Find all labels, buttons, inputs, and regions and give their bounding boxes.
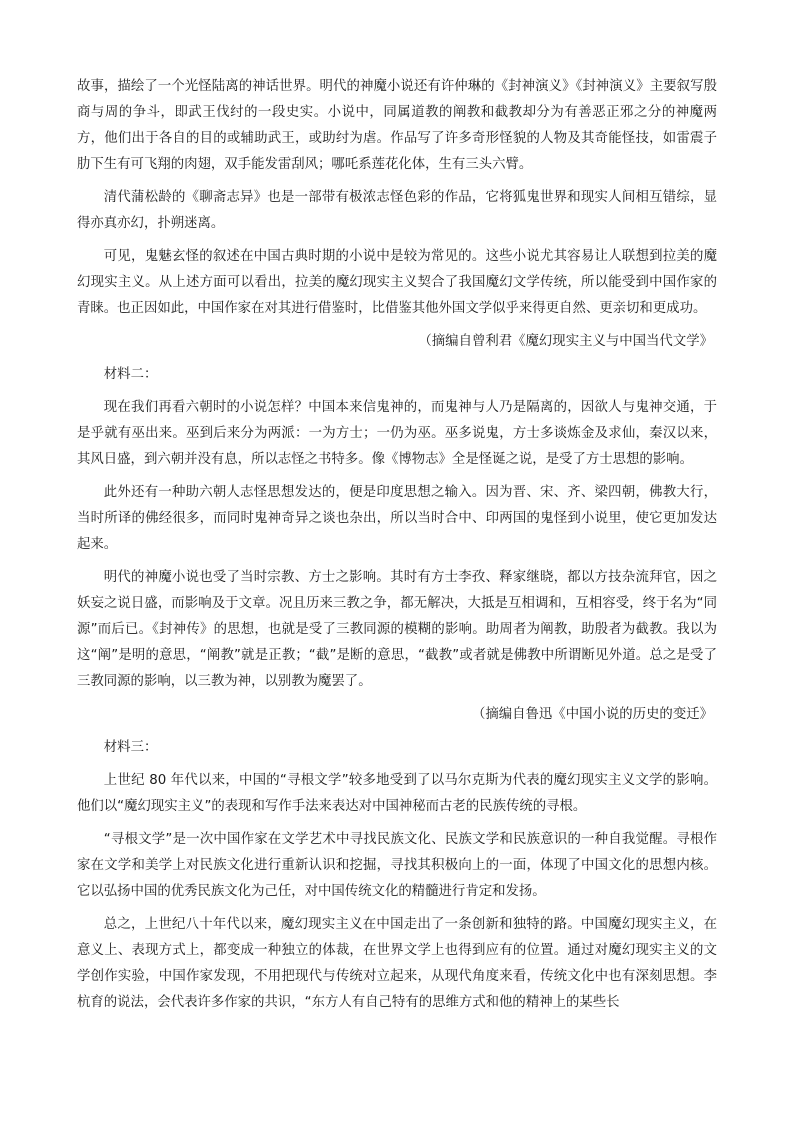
- section-heading-material-2: 材料二：: [103, 367, 158, 382]
- paragraph-3: 可见，鬼魅玄怪的叙述在中国古典时期的小说中是较为常见的。这些小说尤其容易让人联想到拉美的魔幻现实主义。从上述方面可以看出，拉美的魔幻现实主义契合了我国魔幻文学传统，所以能受到中国作家的青睐。也正因如此，中国作家在对其进行借鉴时，比借鉴其他外国文学似乎来得更自然、更亲切和更成功。: [77, 249, 717, 316]
- paragraph-6: 明代的神魔小说也受了当时宗教、方士之影响。其时有方士李孜、释家继晓，都以方技杂流拜官，因之妖妄之说日盛，而影响及于文章。况且历来三教之争，都无解决，大抵是互相调和，互相容受，终于名为“同源”而后已。《封神传》的思想，也就是受了三教同源的模糊的影响。助周者为阐教，助殷者为截教。我以为这“阐”是明的意思，“阐教”就是正教；“截”是断的意思，“截教”或者就是佛教中所谓断见外道。总之是受了三教同源的影响，以三教为神，以别教为魔罢了。: [77, 570, 717, 689]
- paragraph-8: “寻根文学”是一次中国作家在文学艺术中寻找民族文化、民族文学和民族意识的一种自我觉醒。寻根作家在文学和美学上对民族文化进行重新认识和挖掘，寻找其积极向上的一面，体现了中国文化的思想内核。它以弘扬中国的优秀民族文化为己任，对中国传统文化的精髓进行肯定和发扬。: [77, 832, 717, 899]
- paragraph-5: 此外还有一种助六朝人志怪思想发达的，便是印度思想之输入。因为晋、宋、齐、梁四朝，佛教大行，当时所译的佛经很多，而同时鬼神奇异之谈也杂出，所以当时合中、印两国的鬼怪到小说里，使它更加发达起来。: [77, 485, 717, 552]
- paragraph-9: 总之，上世纪八十年代以来，魔幻现实主义在中国走出了一条创新和独特的路。中国魔幻现实主义，在意义上、表现方式上，都变成一种独立的体裁，在世界文学上也得到应有的位置。通过对魔幻现实主义的文学创作实验，中国作家发现，不用把现代与传统对立起来，从现代角度来看，传统文化中也有深刻思想。李杭育的说法，会代表许多作家的共识，“东方人有自己特有的思维方式和他的精神上的某些长: [77, 917, 717, 1010]
- source-citation-2: （摘编自鲁迅《中国小说的历史的变迁》: [471, 707, 713, 722]
- paragraph-2: 清代蒲松龄的《聊斋志异》也是一部带有极浓志怪色彩的作品，它将狐鬼世界和现实人间相互错综，显得亦真亦幻，扑朔迷离。: [77, 190, 717, 231]
- source-citation-1: （摘编自曾利君《魔幻现实主义与中国当代文学》: [418, 334, 713, 349]
- section-heading-material-3: 材料三：: [103, 740, 158, 755]
- document-page: [77, 74, 717, 1023]
- paragraph-4: 现在我们再看六朝时的小说怎样？中国本来信鬼神的，而鬼神与人乃是隔离的，因欲人与鬼神交通，于是乎就有巫出来。巫到后来分为两派：一为方士；一仍为巫。巫多说鬼，方士多谈炼金及求仙，秦汉以来，其风日盛，到六朝并没有息，所以志怪之书特多。像《博物志》全是怪诞之说，是受了方士思想的影响。: [77, 400, 717, 467]
- paragraph-7: 上世纪 80 年代以来，中国的“寻根文学”较多地受到了以马尔克斯为代表的魔幻现实主义文学的影响。他们以“魔幻现实主义”的表现和写作手法来表达对中国神秘而古老的民族传统的寻根。: [77, 773, 717, 814]
- paragraph-1: 故事，描绘了一个光怪陆离的神话世界。明代的神魔小说还有许仲琳的《封神演义》《封神演义》主要叙写殷商与周的争斗，即武王伐纣的一段史实。小说中，同属道教的阐教和截教却分为有善恶正邪之分的神魔两方，他们出于各自的目的或辅助武王，或助纣为虐。作品写了许多奇形怪貌的人物及其奇能怪技，如雷震子肋下生有可飞翔的肉翅，双手能发雷刮风；哪吒系莲花化体，生有三头六臂。: [77, 79, 717, 172]
